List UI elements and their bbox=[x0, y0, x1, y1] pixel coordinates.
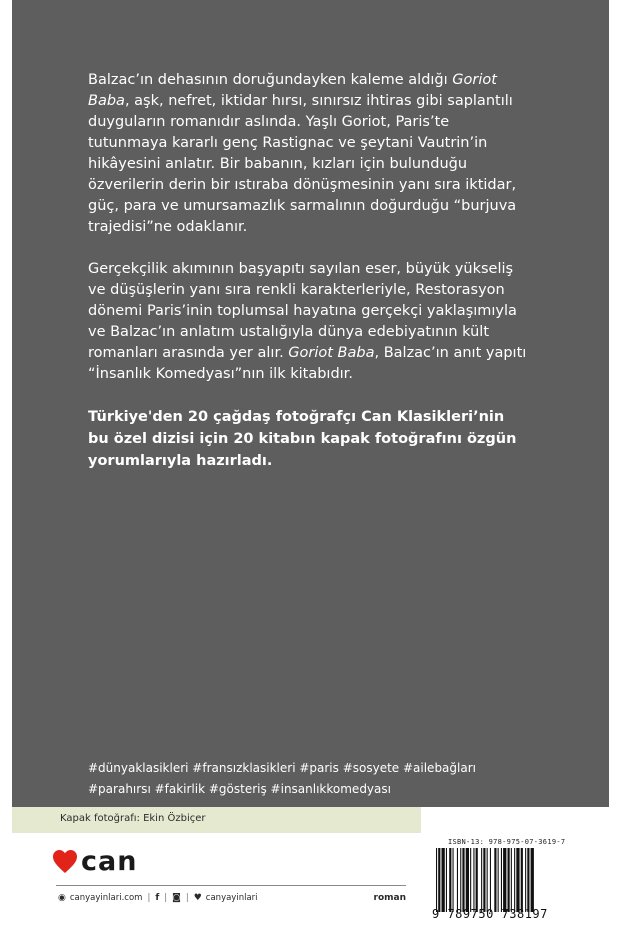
barcode-stripe bbox=[511, 848, 512, 912]
globe-icon: ◉ bbox=[58, 893, 66, 903]
barcode-stripe bbox=[473, 848, 474, 912]
barcode-stripe bbox=[490, 848, 491, 912]
barcode-stripe bbox=[483, 848, 485, 912]
blurb-text bbox=[88, 70, 528, 493]
heart-icon bbox=[52, 849, 78, 875]
barcode-stripe bbox=[476, 848, 478, 912]
separator: | bbox=[185, 893, 189, 903]
blurb-paragraph-2: Gerçekçilik akımının başyapıtı sayılan eser, büyük yükseliş ve düşüşlerin yanı sıra renkli karakterleriyle, Restorasyon dönemi Paris’inin toplumsal hayatına gerçekçi yaklaşımıyla ve Balzac’ın anlatım ustalığıyla dünya edebiyatının kült romanları arasında yer alır. Goriot Baba, Balzac’ın anıt yapıtı “İnsanlık Komedyası”nın ilk kitabıdır. bbox=[88, 261, 527, 382]
photo-credit: Kapak fotoğrafı: Ekin Özbiçer bbox=[60, 813, 206, 824]
barcode-stripe bbox=[442, 848, 445, 912]
hashtags bbox=[88, 758, 528, 800]
barcode-stripe bbox=[481, 848, 482, 912]
twitter-icon[interactable]: ♥ bbox=[193, 893, 202, 903]
facebook-icon[interactable]: f bbox=[155, 893, 160, 903]
barcode-stripe bbox=[527, 848, 529, 912]
isbn-number: 9 789750 738197 bbox=[432, 907, 548, 921]
separator: | bbox=[164, 893, 168, 903]
barcode-stripe bbox=[446, 848, 447, 912]
logo-wordmark: can bbox=[81, 846, 138, 877]
isbn-label: ISBN-13: 978-975-07-3619-7 bbox=[448, 838, 566, 846]
barcode-stripe bbox=[514, 848, 515, 912]
barcode-stripe bbox=[436, 848, 437, 912]
barcode-stripe bbox=[501, 848, 502, 912]
footer-divider bbox=[56, 885, 406, 886]
barcode-stripe bbox=[521, 848, 523, 912]
barcode-stripe bbox=[457, 848, 458, 912]
barcode-stripe bbox=[498, 848, 499, 912]
separator: | bbox=[147, 893, 151, 903]
publisher-logo bbox=[52, 848, 137, 876]
social-handle[interactable]: canyayinlari bbox=[205, 893, 258, 903]
barcode-stripe bbox=[494, 848, 496, 912]
barcode bbox=[434, 848, 584, 912]
barcode-stripe bbox=[453, 848, 454, 912]
barcode-stripe bbox=[462, 848, 464, 912]
barcode-stripe bbox=[531, 848, 534, 912]
barcode-stripe bbox=[438, 848, 440, 912]
genre-label: roman bbox=[373, 893, 406, 903]
barcode-stripe bbox=[470, 848, 471, 912]
hashtags-line-1: #dünyaklasikleri #fransızklasikleri #paris #sosyete #ailebağları bbox=[88, 761, 476, 775]
blurb-paragraph-3: Türkiye'den 20 çağdaş fotoğrafçı Can Klasikleri’nin bu özel dizisi için 20 kitabın kapak fotoğrafını özgün yorumlarıyla hazırladı. bbox=[88, 409, 517, 469]
footer bbox=[58, 893, 406, 903]
instagram-icon[interactable]: ◙ bbox=[172, 893, 181, 903]
barcode-stripe bbox=[449, 848, 451, 912]
barcode-stripe bbox=[508, 848, 510, 912]
barcode-stripe bbox=[525, 848, 526, 912]
barcode-stripe bbox=[503, 848, 506, 912]
barcode-stripe bbox=[516, 848, 519, 912]
barcode-stripe bbox=[460, 848, 461, 912]
website-link[interactable]: canyayinlari.com bbox=[69, 893, 143, 903]
hashtags-line-2: #parahırsı #fakirlik #gösteriş #insanlıkkomedyası bbox=[88, 782, 391, 796]
barcode-stripe bbox=[487, 848, 488, 912]
barcode-stripe bbox=[466, 848, 469, 912]
blurb-paragraph-1: Balzac’ın dehasının doruğundayken kaleme aldığı Goriot Baba, aşk, nefret, iktidar hırsı, sınırsız ihtiras gibi saplantılı duyguların romanıdır aslında. Yaşlı Goriot, Paris’te tutunmaya kararlı genç Rastignac ve şeytani Vautrin’in hikâyesini anlatır. Bir babanın, kızları için bulunduğu özverilerin derin bir ıstıraba dönüşmesinin yanı sıra iktidar, güç, para ve umursamazlık sarmalının doğurduğu “burjuva trajedisi”ne odaklanır. bbox=[88, 72, 517, 235]
